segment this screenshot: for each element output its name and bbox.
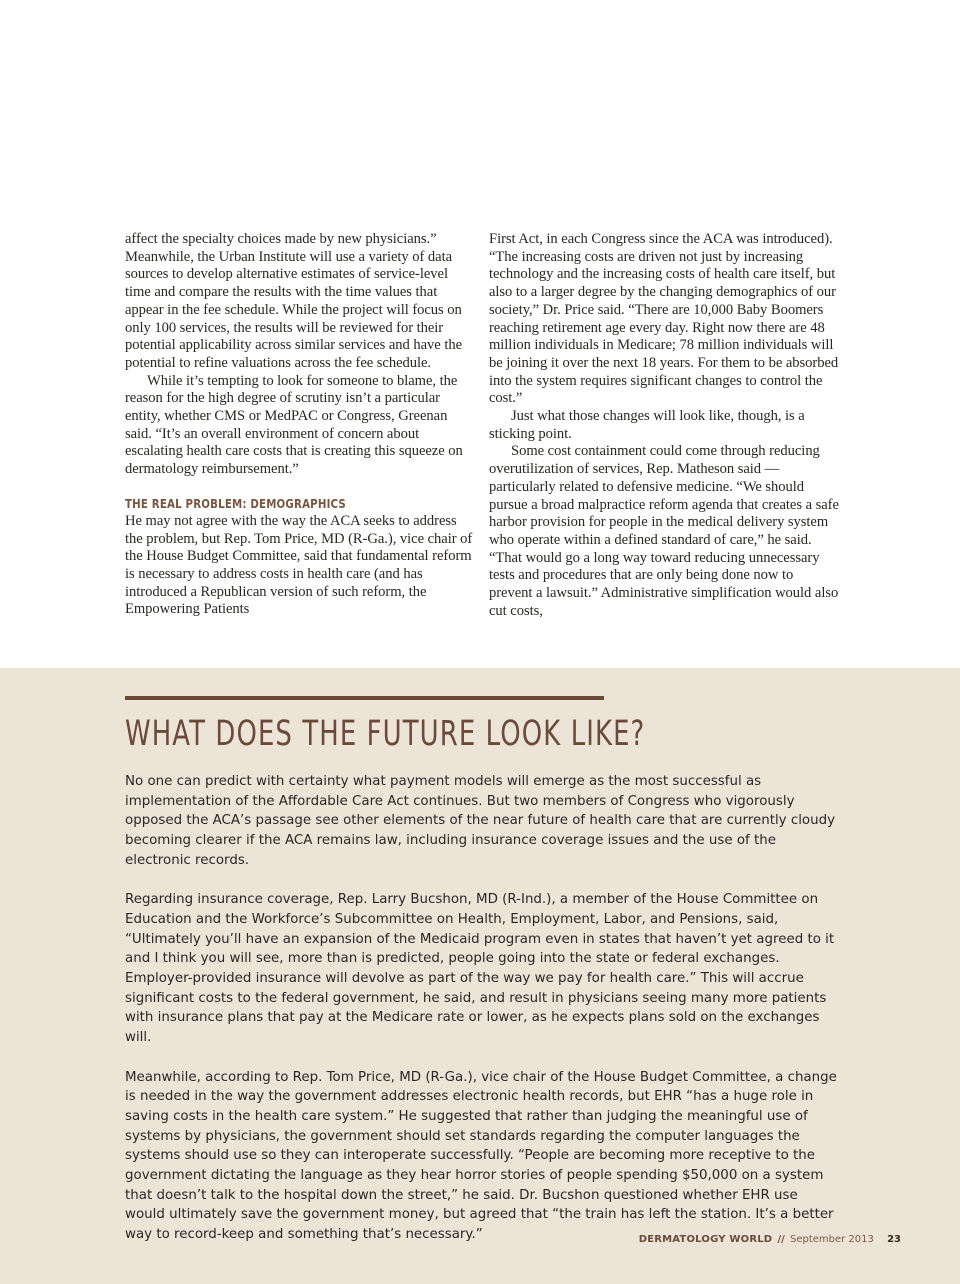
sidebar-rule (125, 696, 604, 700)
sidebar-paragraph: Meanwhile, according to Rep. Tom Price, MD (R-Ga.), vice chair of the House Budget Committee, a change is needed in the way the government addresses electronic health records, but EHR “has a huge role in saving costs in the health care system.” He suggested that rather than judging the meaningful use of systems by physicians, the government should set standards regarding the computer languages the systems should use so they can interoperate successfully. “People are becoming more receptive to the government dictating the language as they hear horror stories of people spending $50,000 on a system that doesn’t talk to the hospital down the street,” he said. Dr. Bucshon questioned whether EHR use would ultimately save the government money, but agreed that “the train has left the station. It’s a better way to record-keep and something that’s necessary.” (125, 1069, 837, 1243)
footer-separator: // (777, 1234, 785, 1245)
article-paragraph: He may not agree with the way the ACA seeks to address the problem, but Rep. Tom Price, MD (R-Ga.), vice chair of the House Budget Committee, said that fundamental reform is necessary to address costs in health care (and has introduced a Republican version of such reform, the Empowering Patients (125, 512, 473, 618)
page-number: 23 (887, 1234, 901, 1245)
article-paragraph: affect the specialty choices made by new physicians.” Meanwhile, the Urban Institute will use a variety of data sources to develop alternative estimates of service-level time and compare the results with the time values that appear in the fee schedule. While the project will focus on only 100 services, the results will be reviewed for their potential applicability across similar services and have the potential to refine valuations across the fee schedule. (125, 231, 463, 371)
sidebar-paragraph: No one can predict with certainty what payment models will emerge as the most successful as implementation of the Affordable Care Act continues. But two members of Congress who vigorously opposed the ACA’s passage see other elements of the near future of health care that are currently cloudy becoming clearer if the ACA remains law, including insurance coverage issues and the use of the electronic records. (125, 774, 836, 868)
sidebar-box (0, 668, 960, 1284)
article-paragraph: While it’s tempting to look for someone to blame, the reason for the high degree of scrutiny isn’t a particular entity, whether CMS or MedPAC or Congress, Greenan said. “It’s an overall environment of concern about escalating health care costs that is creating this squeeze on dermatology reimbursement.” (125, 372, 463, 478)
sidebar-body (125, 772, 837, 1265)
article-paragraph: First Act, in each Congress since the ACA was introduced). “The increasing costs are driven not just by increasing technology and the increasing costs of health care itself, but also to a larger degree by the changing demographics of our society,” Dr. Price said. “There are 10,000 Baby Boomers reaching retirement age every day. Right now there are 48 million individuals in Medicare; 78 million individuals will be joining it over the next 18 years. For them to be absorbed into the system requires significant changes to control the cost.” (489, 231, 839, 407)
page-footer (639, 1234, 901, 1245)
article-left-column (125, 231, 475, 619)
sidebar-title: WHAT DOES THE FUTURE LOOK LIKE? (125, 714, 646, 754)
issue-date: September 2013 (789, 1234, 874, 1245)
article-paragraph: Just what those changes will look like, though, is a sticking point. (489, 408, 805, 442)
sidebar-paragraph: Regarding insurance coverage, Rep. Larry Bucshon, MD (R-Ind.), a member of the House Committee on Education and the Workforce’s Subcommittee on Health, Employment, Labor, and Pensions, said, “Ultimately you’ll have an expansion of the Medicaid program even in states that haven’t yet agreed to it and I think you will see, more than is predicted, people going into the state or federal exchanges. Employer-provided insurance will devolve as part of the way we pay for health care.” This will accrue significant costs to the federal government, he said, and result in physicians seeing many more patients with insurance plans that pay at the Medicare rate or lower, as he expects plans sold on the exchanges will. (125, 892, 835, 1046)
section-subhead: THE REAL PROBLEM: DEMOGRAPHICS (125, 495, 346, 511)
article-right-column (489, 231, 839, 620)
magazine-name: DERMATOLOGY WORLD (638, 1234, 773, 1245)
article-paragraph: Some cost containment could come through reducing overutilization of services, Rep. Matheson said — particularly related to defensive medicine. “We should pursue a broad malpractice reform agenda that creates a safe harbor provision for people in the medical delivery system who operate within a defined standard of care,” he said. “That would go a long way toward reducing unnecessary tests and procedures that are only being done now to prevent a lawsuit.” Administrative simplification would also cut costs, (489, 443, 839, 619)
